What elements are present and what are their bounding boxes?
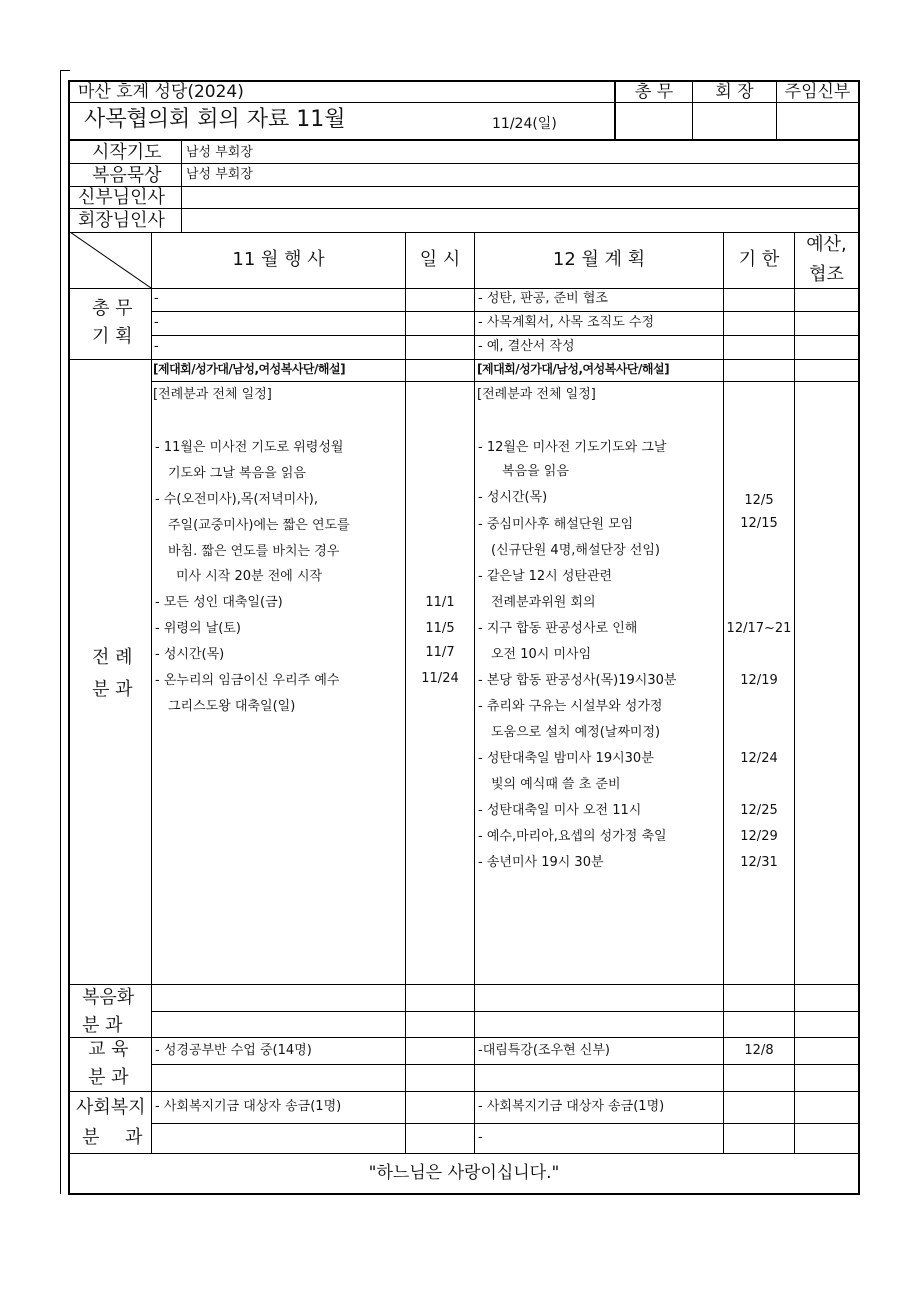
liturgy-nov-line: 바침. 짧은 연도를 바치는 경우 [168, 544, 340, 559]
section-general-label-1: 총 무 [92, 298, 133, 319]
section-welfare-label-1: 사회복지 [76, 1097, 146, 1118]
liturgy-dec-date: 12/17~21 [726, 621, 792, 636]
col-budget-1: 예산, [806, 234, 847, 255]
liturgy-nov-line: 그리스도왕 대축일(일) [168, 699, 296, 714]
meeting-date: 11/24(일) [492, 116, 557, 132]
liturgy-groups-dec: [제대회/성가대/남성,여성복사단/해설] [477, 362, 670, 376]
liturgy-nov-line: 미사 시작 20분 전에 시작 [176, 569, 323, 584]
general-dec-1: - 성탄, 판공, 준비 협조 [478, 291, 608, 306]
liturgy-dec-line: - 츄리와 구유는 시설부와 성가정 [478, 699, 663, 714]
liturgy-dec-line: - 중심미사후 해설단원 모임 [478, 517, 634, 532]
liturgy-nov-line: - 온누리의 임금이신 우리주 예수 [155, 673, 340, 688]
liturgy-dec-date: 12/5 [744, 493, 774, 508]
liturgy-subtitle-dec: [전례분과 전체 일정] [477, 387, 596, 402]
section-general-label-2: 기 획 [92, 326, 133, 347]
section-evangel-label-1: 복음화 [82, 987, 135, 1008]
col-dec-plan: 12 월 계 획 [552, 249, 646, 270]
liturgy-nov-date: 11/24 [421, 671, 459, 686]
section-education-label-2: 분 과 [88, 1067, 129, 1088]
section-liturgy-label-1: 전 례 [92, 647, 133, 668]
liturgy-dec-date: 12/24 [740, 751, 778, 766]
section-liturgy-label-2: 분 과 [92, 679, 133, 700]
liturgy-dec-line: 전례분과위원 회의 [491, 595, 596, 610]
general-nov-2: - [154, 315, 159, 330]
liturgy-dec-line: (신규단원 4명,해설단장 선임) [491, 543, 660, 558]
col-schedule: 일 시 [419, 249, 461, 270]
approval-president: 회 장 [715, 82, 754, 102]
education-dec: -대림특강(조우현 신부) [478, 1043, 610, 1058]
col-deadline: 기 한 [738, 249, 780, 270]
liturgy-dec-line: 오전 10시 미사임 [491, 647, 592, 662]
welfare-dec-2: - [478, 1130, 483, 1145]
opening-label-priest: 신부님인사 [78, 187, 165, 208]
liturgy-subtitle-nov: [전례분과 전체 일정] [153, 387, 272, 402]
liturgy-dec-date: 12/25 [740, 803, 778, 818]
general-dec-3: - 예, 결산서 작성 [478, 339, 575, 354]
liturgy-nov-line: - 성시간(목) [155, 647, 225, 662]
education-nov: - 성경공부반 수업 중(14명) [155, 1043, 312, 1058]
general-nov-3: - [154, 339, 159, 354]
opening-value-prayer: 남성 부회장 [186, 145, 253, 160]
liturgy-nov-line: - 위령의 날(토) [155, 621, 241, 636]
liturgy-nov-line: - 모든 성인 대축일(금) [155, 595, 283, 610]
liturgy-nov-date: 11/7 [425, 645, 455, 660]
liturgy-dec-line: 도움으로 설치 예정(날짜미정) [491, 725, 661, 740]
liturgy-dec-line: - 예수,마리아,요셉의 성가정 축일 [478, 829, 667, 844]
liturgy-dec-line: - 본당 합동 판공성사(목)19시30분 [478, 673, 677, 688]
document-title: 사목협의회 회의 자료 11월 [84, 107, 346, 132]
liturgy-dec-line: - 지구 합동 판공성사로 인해 [478, 621, 638, 636]
section-welfare-label-2: 분 과 [82, 1127, 153, 1148]
liturgy-dec-date: 12/19 [740, 673, 778, 688]
approval-secretary: 총 무 [634, 82, 674, 102]
liturgy-dec-line: 복음을 읽음 [502, 464, 569, 479]
section-education-label-1: 교 육 [88, 1039, 129, 1060]
liturgy-dec-line: - 12월은 미사전 기도기도와 그날 [478, 440, 667, 455]
education-dec-date: 12/8 [744, 1043, 774, 1058]
liturgy-nov-line: - 11월은 미사전 기도로 위령성월 [155, 440, 344, 455]
col-nov-events: 11 월 행 사 [232, 249, 325, 270]
welfare-dec: - 사회복지기금 대상자 송금(1명) [478, 1099, 665, 1114]
liturgy-dec-line: - 같은날 12시 성탄관련 [478, 569, 613, 584]
section-evangel-label-2: 분 과 [82, 1015, 123, 1036]
approval-pastor: 주임신부 [784, 82, 851, 102]
corner-diagonal [70, 232, 151, 288]
liturgy-nov-date: 11/1 [425, 595, 455, 610]
liturgy-dec-date: 12/31 [740, 855, 778, 870]
liturgy-nov-line: - 수(오전미사),목(저녁미사), [155, 492, 318, 507]
liturgy-dec-date: 12/29 [740, 829, 778, 844]
liturgy-groups-nov: [제대회/성가대/남성,여성복사단/해설] [153, 362, 346, 376]
general-dec-2: - 사목계획서, 사목 조직도 수정 [478, 315, 655, 330]
col-budget-2: 협조 [809, 264, 844, 285]
opening-value-gospel: 남성 부회장 [186, 167, 253, 182]
liturgy-dec-date: 12/15 [740, 516, 778, 531]
liturgy-dec-line: - 성탄대축일 밤미사 19시30분 [478, 751, 654, 766]
liturgy-nov-line: 주일(교중미사)에는 짧은 연도를 [168, 518, 350, 533]
org-name: 마산 호계 성당(2024) [78, 82, 244, 102]
liturgy-dec-line: - 성시간(목) [478, 490, 548, 505]
general-nov-1: - [154, 291, 159, 306]
opening-label-president: 회장님인사 [78, 210, 165, 231]
opening-label-prayer: 시작기도 [92, 142, 162, 163]
liturgy-dec-line: - 성탄대축일 미사 오전 11시 [478, 803, 642, 818]
liturgy-nov-line: 기도와 그날 복음을 읽음 [168, 466, 306, 481]
opening-label-gospel: 복음묵상 [92, 165, 162, 186]
liturgy-dec-line: 빛의 예식때 쓸 초 준비 [491, 777, 621, 792]
footer-motto: "하느님은 사랑이십니다." [368, 1163, 560, 1183]
liturgy-dec-line: - 송년미사 19시 30분 [478, 855, 604, 870]
liturgy-nov-date: 11/5 [425, 621, 455, 636]
welfare-nov: - 사회복지기금 대상자 송금(1명) [155, 1099, 342, 1114]
